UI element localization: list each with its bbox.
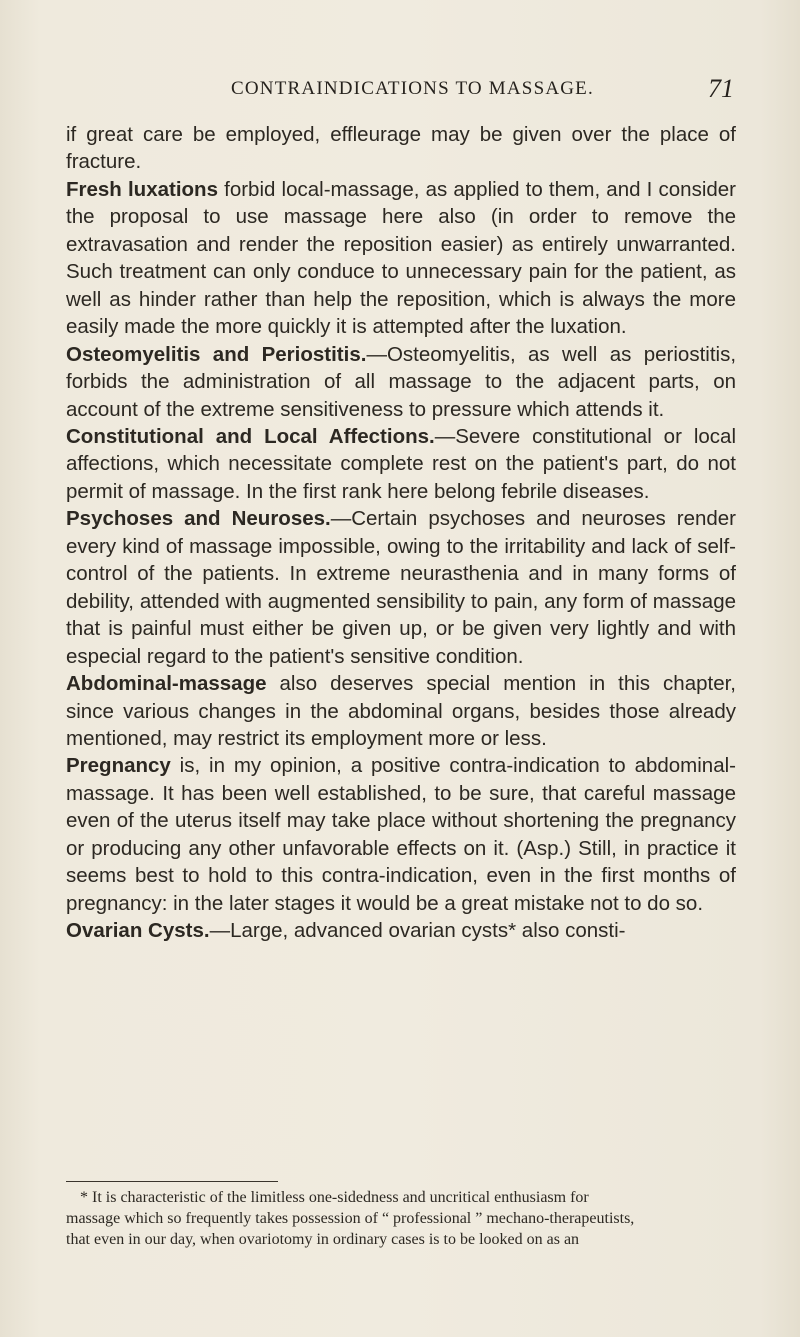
paragraph-text: forbid local-massage, as applied to them, and I consider the proposal to use massage here also (in order to remove the extravasation and render the reposition easier) as entirely unwarranted. Such treatment can only conduce to unnecessary pain for the patient, as well as hinder rather than help the reposition, which is always the more easily made the more quickly it is attempted after the luxation. — [66, 177, 736, 339]
paragraph-heading: Abdominal-massage — [66, 672, 267, 696]
footnote-line: massage which so frequently takes possession of “ professional ” mechano-therapeutists, — [66, 1210, 635, 1227]
paragraph-text: —Large, advanced ovarian cysts* also consti- — [209, 919, 626, 943]
body-text — [66, 121, 736, 945]
paragraph-text: also deserves special mention in this chapter, since various changes in the abdominal organs, besides those already mentioned, may restrict its employment more or less. — [66, 672, 736, 750]
paragraph-text: —Osteomyelitis, as well as periostitis, forbids the administration of all massage to the adjacent parts, on account of the extreme sensitiveness to pressure which attends it. — [66, 342, 737, 421]
paragraph-heading: Pregnancy — [66, 754, 171, 778]
paragraph-pregnancy — [66, 752, 736, 917]
paragraph-heading: Constitutional and Local Affections. — [66, 424, 435, 448]
paragraph-psychoses — [66, 505, 736, 670]
paragraph-ovarian-cysts — [66, 917, 736, 944]
paragraph-abdominal-massage — [66, 670, 736, 752]
running-title: CONTRAINDICATIONS TO MASSAGE. — [231, 78, 594, 99]
paragraph-heading: Osteomyelitis and Periostitis. — [66, 342, 367, 366]
paragraph-fracture — [66, 121, 736, 176]
footnote-rule — [66, 1181, 278, 1182]
paragraph-heading: Psychoses and Neuroses. — [66, 507, 331, 531]
footnote-line: * It is characteristic of the limitless one-sidedness and uncritical enthusiasm for — [80, 1189, 589, 1206]
paragraph-constitutional — [66, 423, 736, 505]
paragraph-fresh-luxations — [66, 176, 736, 341]
paragraph-text: if great care be employed, effleurage may be given over the place of fracture. — [66, 123, 736, 174]
paragraph-heading: Ovarian Cysts. — [66, 919, 210, 943]
paragraph-heading: Fresh luxations — [66, 177, 218, 201]
footnote — [66, 1187, 736, 1250]
paragraph-text: is, in my opinion, a positive contra-indication to abdominal-massage. It has been well established, to be sure, that careful massage even of the uterus itself may take place without shortening the pregnancy or producing any other unfavorable effects on it. (Asp.) Still, in practice it seems best to hold to this contra-indication, even in the first months of pregnancy: in the later stages it would be a great mistake not to do so. — [66, 754, 736, 915]
page-number: 71 — [708, 74, 734, 103]
paragraph-text: —Certain psychoses and neuroses render every kind of massage impossible, owing to the irritability and lack of self-control of the patients. In extreme neurasthenia and in many forms of debility, attended with augmented sensibility to pain, any form of massage that is painful must either be given up, or be given very lightly and with especial regard to the patient's sensitive condition. — [66, 507, 736, 668]
paragraph-text: —Severe constitutional or local affections, which necessitate complete rest on the patient's part, do not permit of massage. In the first rank here belong febrile diseases. — [66, 424, 736, 503]
running-head — [66, 74, 736, 110]
footnote-line: that even in our day, when ovariotomy in ordinary cases is to be looked on as an — [66, 1231, 580, 1248]
paragraph-osteomyelitis — [66, 341, 736, 423]
